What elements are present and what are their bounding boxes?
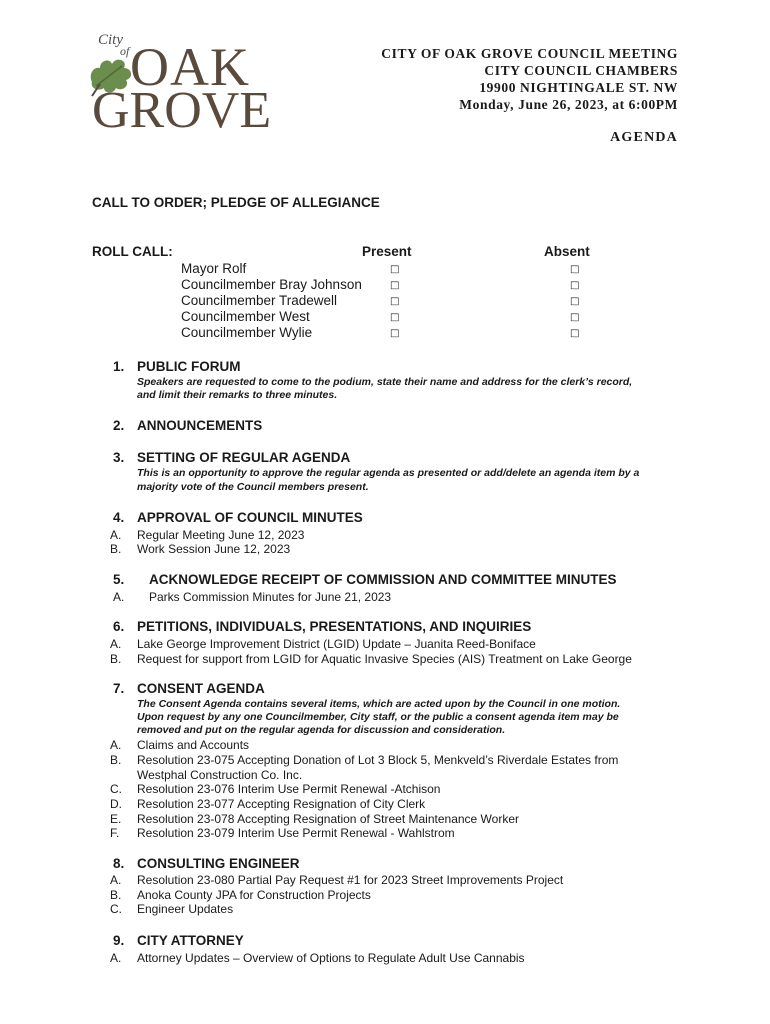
item-text: Resolution 23-079 Interim Use Permit Renewal - Wahlstrom bbox=[137, 826, 455, 840]
header-line-2: CITY COUNCIL CHAMBERS bbox=[484, 63, 678, 78]
section-3-note-line: This is an opportunity to approve the regular agenda as presented or add/delete an agenda item by a bbox=[137, 467, 640, 479]
item-text: Resolution 23-077 Accepting Resignation of City Clerk bbox=[137, 797, 426, 811]
present-header: Present bbox=[362, 244, 412, 259]
header-line-1: CITY OF OAK GROVE COUNCIL MEETING bbox=[381, 46, 678, 61]
roll-member: Mayor Rolf bbox=[181, 261, 247, 276]
section-2-number: 2. bbox=[113, 418, 125, 433]
present-checkbox[interactable]: □ bbox=[390, 264, 400, 275]
roll-member: Councilmember Tradewell bbox=[181, 293, 338, 308]
agenda-heading: AGENDA bbox=[610, 130, 678, 145]
section-5-number: 5. bbox=[113, 572, 125, 587]
section-8-title: CONSULTING ENGINEER bbox=[137, 856, 300, 871]
item-text: Work Session June 12, 2023 bbox=[137, 542, 291, 556]
section-6-number: 6. bbox=[113, 619, 125, 634]
absent-checkbox[interactable]: □ bbox=[570, 328, 580, 339]
section-7-note-line: The Consent Agenda contains several items, which are acted upon by the Council in one motion. bbox=[137, 698, 621, 710]
section-4-title: APPROVAL OF COUNCIL MINUTES bbox=[137, 510, 363, 525]
present-checkbox[interactable]: □ bbox=[390, 312, 400, 323]
call-to-order: CALL TO ORDER; PLEDGE OF ALLEGIANCE bbox=[92, 195, 380, 210]
item-letter: A. bbox=[110, 738, 122, 752]
section-3-title: SETTING OF REGULAR AGENDA bbox=[137, 450, 351, 465]
item-text: Regular Meeting June 12, 2023 bbox=[137, 528, 305, 542]
section-3-number: 3. bbox=[113, 450, 125, 465]
item-text: Resolution 23-076 Interim Use Permit Renewal -Atchison bbox=[137, 782, 441, 796]
item-text: Claims and Accounts bbox=[137, 738, 250, 752]
section-1-title: PUBLIC FORUM bbox=[137, 359, 241, 374]
item-letter: E. bbox=[110, 812, 122, 826]
header-line-3: 19900 NIGHTINGALE ST. NW bbox=[479, 80, 678, 95]
section-1-note-line: Speakers are requested to come to the podium, state their name and address for the clerk’s record, bbox=[137, 376, 633, 388]
section-2-title: ANNOUNCEMENTS bbox=[137, 418, 263, 433]
section-9-number: 9. bbox=[113, 933, 125, 948]
item-text: Resolution 23-080 Partial Pay Request #1 for 2023 Street Improvements Project bbox=[137, 873, 564, 887]
item-text: Anoka County JPA for Construction Projects bbox=[137, 888, 371, 902]
section-6-title: PETITIONS, INDIVIDUALS, PRESENTATIONS, AND INQUIRIES bbox=[137, 619, 532, 634]
logo-city-text: City bbox=[98, 32, 123, 48]
item-letter: D. bbox=[110, 797, 122, 811]
section-1-number: 1. bbox=[113, 359, 125, 374]
section-5-title: ACKNOWLEDGE RECEIPT OF COMMISSION AND COMMITTEE MINUTES bbox=[149, 572, 617, 587]
logo-grove-text: GROVE bbox=[92, 82, 272, 139]
city-logo bbox=[82, 30, 272, 140]
item-text: Resolution 23-075 Accepting Donation of Lot 3 Block 5, Menkveld’s Riverdale Estates from bbox=[137, 753, 619, 767]
item-letter: C. bbox=[110, 782, 122, 796]
item-letter: C. bbox=[110, 902, 122, 916]
absent-checkbox[interactable]: □ bbox=[570, 296, 580, 307]
present-checkbox[interactable]: □ bbox=[390, 280, 400, 291]
section-9-title: CITY ATTORNEY bbox=[137, 933, 244, 948]
item-letter: A. bbox=[110, 528, 122, 542]
section-3-note-line: majority vote of the Council members present. bbox=[137, 481, 369, 493]
roll-call-label: ROLL CALL: bbox=[92, 244, 173, 259]
section-7-title: CONSENT AGENDA bbox=[137, 681, 265, 696]
item-letter: F. bbox=[110, 826, 120, 840]
item-letter: B. bbox=[110, 542, 122, 556]
section-7-note-line: Upon request by any one Councilmember, City staff, or the public a consent agenda item may be bbox=[137, 711, 619, 723]
absent-checkbox[interactable]: □ bbox=[570, 264, 580, 275]
item-text: Attorney Updates – Overview of Options to Regulate Adult Use Cannabis bbox=[137, 951, 525, 965]
item-letter: B. bbox=[110, 888, 122, 902]
item-letter: A. bbox=[110, 951, 122, 965]
item-text: Engineer Updates bbox=[137, 902, 234, 916]
logo-oak-text: OAK bbox=[130, 37, 250, 97]
section-4-number: 4. bbox=[113, 510, 125, 525]
item-letter: B. bbox=[110, 753, 122, 767]
absent-checkbox[interactable]: □ bbox=[570, 312, 580, 323]
item-text: Parks Commission Minutes for June 21, 2023 bbox=[149, 590, 392, 604]
roll-member: Councilmember Wylie bbox=[181, 325, 313, 340]
roll-member: Councilmember West bbox=[181, 309, 310, 324]
absent-checkbox[interactable]: □ bbox=[570, 280, 580, 291]
section-7-note-line: removed and put on the regular agenda for discussion and consideration. bbox=[137, 724, 506, 736]
header-line-4: Monday, June 26, 2023, at 6:00PM bbox=[459, 97, 678, 112]
section-1-note-line: and limit their remarks to three minutes. bbox=[137, 389, 338, 401]
roll-member: Councilmember Bray Johnson bbox=[181, 277, 362, 292]
item-text: Lake George Improvement District (LGID) Update – Juanita Reed-Boniface bbox=[137, 637, 536, 651]
section-7-number: 7. bbox=[113, 681, 125, 696]
item-text: Westphal Construction Co. Inc. bbox=[137, 768, 303, 782]
item-letter: A. bbox=[110, 637, 122, 651]
present-checkbox[interactable]: □ bbox=[390, 328, 400, 339]
item-text: Resolution 23-078 Accepting Resignation of Street Maintenance Worker bbox=[137, 812, 520, 826]
item-text: Request for support from LGID for Aquatic Invasive Species (AIS) Treatment on Lake George bbox=[137, 652, 632, 666]
item-letter: A. bbox=[110, 873, 122, 887]
absent-header: Absent bbox=[544, 244, 590, 259]
item-letter: B. bbox=[110, 652, 122, 666]
item-letter: A. bbox=[113, 590, 125, 604]
logo-of-text: of bbox=[120, 44, 130, 58]
section-8-number: 8. bbox=[113, 856, 125, 871]
present-checkbox[interactable]: □ bbox=[390, 296, 400, 307]
